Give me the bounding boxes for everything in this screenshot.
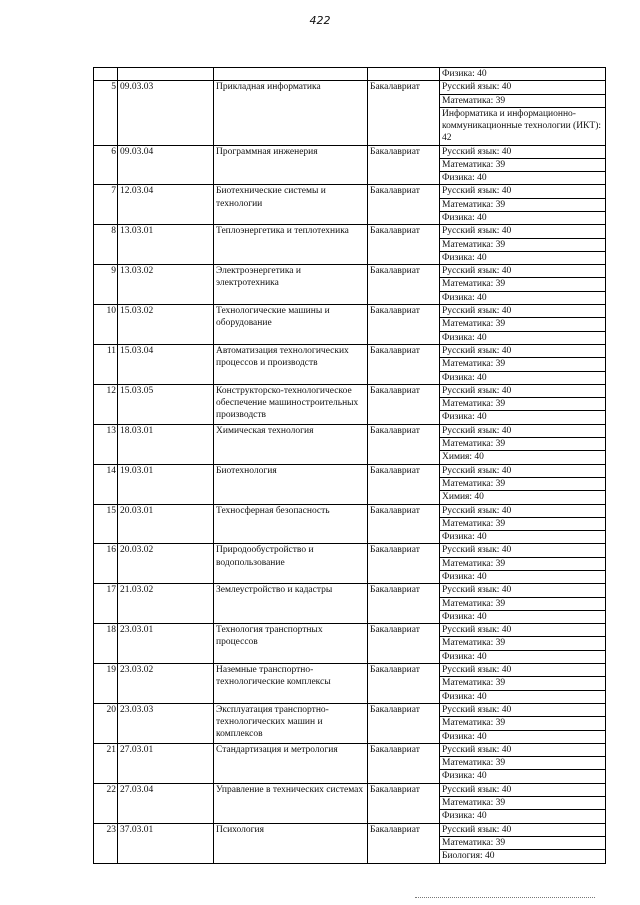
subject-cell: Русский язык: 40 xyxy=(440,265,606,278)
subject-cell: Физика: 40 xyxy=(440,610,606,623)
code-cell: 09.03.04 xyxy=(118,145,214,185)
level-cell: Бакалавриат xyxy=(368,384,440,424)
table-row xyxy=(94,185,606,198)
subject-cell: Математика: 39 xyxy=(440,358,606,371)
subject-cell: Физика: 40 xyxy=(440,650,606,663)
level-cell: Бакалавриат xyxy=(368,624,440,664)
code-cell: 12.03.04 xyxy=(118,185,214,225)
level-cell: Бакалавриат xyxy=(368,464,440,504)
subject-cell: Математика: 39 xyxy=(440,318,606,331)
subject-cell: Русский язык: 40 xyxy=(440,584,606,597)
page-number: 422 xyxy=(309,14,331,27)
row-number-cell: 23 xyxy=(94,823,118,863)
table-row xyxy=(94,504,606,517)
table-row xyxy=(94,823,606,836)
row-number-cell: 10 xyxy=(94,305,118,345)
level-cell: Бакалавриат xyxy=(368,823,440,863)
subject-cell: Математика: 39 xyxy=(440,557,606,570)
subject-cell: Русский язык: 40 xyxy=(440,424,606,437)
subject-cell: Химия: 40 xyxy=(440,451,606,464)
table-row xyxy=(94,424,606,437)
program-name-cell: Конструкторско-технологическое обеспечение машиностроительных производств xyxy=(214,384,368,424)
row-number-cell: 13 xyxy=(94,424,118,464)
subject-cell: Физика: 40 xyxy=(440,291,606,304)
program-name-cell: Прикладная информатика xyxy=(214,81,368,145)
level-cell: Бакалавриат xyxy=(368,544,440,584)
code-cell: 13.03.02 xyxy=(118,265,214,305)
subject-cell: Русский язык: 40 xyxy=(440,185,606,198)
code-cell: 27.03.04 xyxy=(118,783,214,823)
subject-cell: Химия: 40 xyxy=(440,491,606,504)
subject-cell: Физика: 40 xyxy=(440,730,606,743)
table-row xyxy=(94,584,606,597)
subject-cell: Физика: 40 xyxy=(440,211,606,224)
subject-cell: Русский язык: 40 xyxy=(440,783,606,796)
level-cell: Бакалавриат xyxy=(368,305,440,345)
program-name-cell: Автоматизация технологических процессов и производств xyxy=(214,344,368,384)
table-row xyxy=(94,384,606,397)
subject-cell: Русский язык: 40 xyxy=(440,664,606,677)
program-name-cell: Электроэнергетика и электротехника xyxy=(214,265,368,305)
subject-cell: Русский язык: 40 xyxy=(440,305,606,318)
subject-cell: Русский язык: 40 xyxy=(440,823,606,836)
subject-cell: Русский язык: 40 xyxy=(440,544,606,557)
subject-cell: Русский язык: 40 xyxy=(440,504,606,517)
subject-cell: Математика: 39 xyxy=(440,238,606,251)
subject-cell: Математика: 39 xyxy=(440,517,606,530)
table-row xyxy=(94,783,606,796)
program-name-cell: Стандартизация и метрология xyxy=(214,743,368,783)
row-number-cell: 22 xyxy=(94,783,118,823)
subject-cell: Математика: 39 xyxy=(440,677,606,690)
subject-cell: Математика: 39 xyxy=(440,717,606,730)
row-number-cell: 7 xyxy=(94,185,118,225)
level-cell: Бакалавриат xyxy=(368,783,440,823)
table-row xyxy=(94,743,606,756)
subject-cell: Русский язык: 40 xyxy=(440,464,606,477)
subject-cell: Математика: 39 xyxy=(440,398,606,411)
table-row xyxy=(94,344,606,357)
row-number-cell: 18 xyxy=(94,624,118,664)
program-name-cell: Психология xyxy=(214,823,368,863)
subject-cell: Физика: 40 xyxy=(440,690,606,703)
code-cell: 13.03.01 xyxy=(118,225,214,265)
subject-cell: Физика: 40 xyxy=(440,172,606,185)
level-cell: Бакалавриат xyxy=(368,424,440,464)
table-row xyxy=(94,464,606,477)
subject-cell: Русский язык: 40 xyxy=(440,225,606,238)
subject-cell: Математика: 39 xyxy=(440,637,606,650)
subject-cell: Информатика и информационно-коммуникационные технологии (ИКТ): 42 xyxy=(440,107,606,145)
program-name-cell: Биотехнология xyxy=(214,464,368,504)
code-cell: 19.03.01 xyxy=(118,464,214,504)
program-name-cell xyxy=(214,68,368,81)
row-number-cell: 11 xyxy=(94,344,118,384)
level-cell: Бакалавриат xyxy=(368,743,440,783)
subject-cell: Физика: 40 xyxy=(440,770,606,783)
level-cell: Бакалавриат xyxy=(368,185,440,225)
row-number-cell: 12 xyxy=(94,384,118,424)
table-row xyxy=(94,265,606,278)
subject-cell: Русский язык: 40 xyxy=(440,703,606,716)
row-number-cell: 20 xyxy=(94,703,118,743)
subject-cell: Русский язык: 40 xyxy=(440,624,606,637)
subject-cell: Математика: 39 xyxy=(440,198,606,211)
subject-cell: Математика: 39 xyxy=(440,757,606,770)
subject-cell: Русский язык: 40 xyxy=(440,145,606,158)
table-row xyxy=(94,145,606,158)
table-row xyxy=(94,624,606,637)
code-cell: 21.03.02 xyxy=(118,584,214,624)
program-name-cell: Эксплуатация транспортно-технологических машин и комплексов xyxy=(214,703,368,743)
program-name-cell: Программная инженерия xyxy=(214,145,368,185)
subject-cell: Физика: 40 xyxy=(440,331,606,344)
subject-cell: Математика: 39 xyxy=(440,836,606,849)
program-name-cell: Наземные транспортно-технологические комплексы xyxy=(214,664,368,704)
program-name-cell: Землеустройство и кадастры xyxy=(214,584,368,624)
level-cell: Бакалавриат xyxy=(368,584,440,624)
subject-cell: Физика: 40 xyxy=(440,68,606,81)
subject-cell: Русский язык: 40 xyxy=(440,81,606,94)
level-cell xyxy=(368,68,440,81)
subject-cell: Математика: 39 xyxy=(440,477,606,490)
table-row xyxy=(94,544,606,557)
subject-cell: Физика: 40 xyxy=(440,411,606,424)
subject-cell: Биология: 40 xyxy=(440,850,606,863)
code-cell: 15.03.02 xyxy=(118,305,214,345)
program-name-cell: Технологические машины и оборудование xyxy=(214,305,368,345)
program-name-cell: Природообустройство и водопользование xyxy=(214,544,368,584)
subject-cell: Физика: 40 xyxy=(440,251,606,264)
code-cell: 09.03.03 xyxy=(118,81,214,145)
table-row-continuation xyxy=(94,68,606,81)
level-cell: Бакалавриат xyxy=(368,504,440,544)
code-cell xyxy=(118,68,214,81)
subject-cell: Математика: 39 xyxy=(440,158,606,171)
bottom-rule xyxy=(415,897,595,898)
program-name-cell: Управление в технических системах xyxy=(214,783,368,823)
subject-cell: Физика: 40 xyxy=(440,371,606,384)
row-number-cell: 5 xyxy=(94,81,118,145)
level-cell: Бакалавриат xyxy=(368,344,440,384)
subject-cell: Физика: 40 xyxy=(440,571,606,584)
level-cell: Бакалавриат xyxy=(368,703,440,743)
subject-cell: Математика: 39 xyxy=(440,797,606,810)
subject-cell: Русский язык: 40 xyxy=(440,743,606,756)
table-row xyxy=(94,81,606,94)
code-cell: 23.03.02 xyxy=(118,664,214,704)
level-cell: Бакалавриат xyxy=(368,145,440,185)
code-cell: 23.03.01 xyxy=(118,624,214,664)
program-name-cell: Биотехнические системы и технологии xyxy=(214,185,368,225)
code-cell: 20.03.01 xyxy=(118,504,214,544)
row-number-cell: 9 xyxy=(94,265,118,305)
program-name-cell: Теплоэнергетика и теплотехника xyxy=(214,225,368,265)
code-cell: 15.03.04 xyxy=(118,344,214,384)
code-cell: 23.03.03 xyxy=(118,703,214,743)
row-number-cell: 14 xyxy=(94,464,118,504)
row-number-cell: 8 xyxy=(94,225,118,265)
row-number-cell xyxy=(94,68,118,81)
program-name-cell: Техносферная безопасность xyxy=(214,504,368,544)
level-cell: Бакалавриат xyxy=(368,225,440,265)
row-number-cell: 21 xyxy=(94,743,118,783)
subject-cell: Математика: 39 xyxy=(440,438,606,451)
subject-cell: Физика: 40 xyxy=(440,531,606,544)
subject-cell: Математика: 39 xyxy=(440,597,606,610)
code-cell: 15.03.05 xyxy=(118,384,214,424)
program-name-cell: Технология транспортных процессов xyxy=(214,624,368,664)
code-cell: 37.03.01 xyxy=(118,823,214,863)
table-row xyxy=(94,305,606,318)
row-number-cell: 6 xyxy=(94,145,118,185)
programs-table-body xyxy=(94,68,606,864)
level-cell: Бакалавриат xyxy=(368,265,440,305)
subject-cell: Русский язык: 40 xyxy=(440,384,606,397)
level-cell: Бакалавриат xyxy=(368,81,440,145)
table-row xyxy=(94,664,606,677)
subject-cell: Русский язык: 40 xyxy=(440,344,606,357)
level-cell: Бакалавриат xyxy=(368,664,440,704)
code-cell: 18.03.01 xyxy=(118,424,214,464)
row-number-cell: 19 xyxy=(94,664,118,704)
row-number-cell: 17 xyxy=(94,584,118,624)
subject-cell: Физика: 40 xyxy=(440,810,606,823)
subject-cell: Математика: 39 xyxy=(440,278,606,291)
program-name-cell: Химическая технология xyxy=(214,424,368,464)
programs-table xyxy=(93,67,606,864)
code-cell: 27.03.01 xyxy=(118,743,214,783)
row-number-cell: 16 xyxy=(94,544,118,584)
table-row xyxy=(94,225,606,238)
subject-cell: Математика: 39 xyxy=(440,94,606,107)
row-number-cell: 15 xyxy=(94,504,118,544)
code-cell: 20.03.02 xyxy=(118,544,214,584)
table-row xyxy=(94,703,606,716)
